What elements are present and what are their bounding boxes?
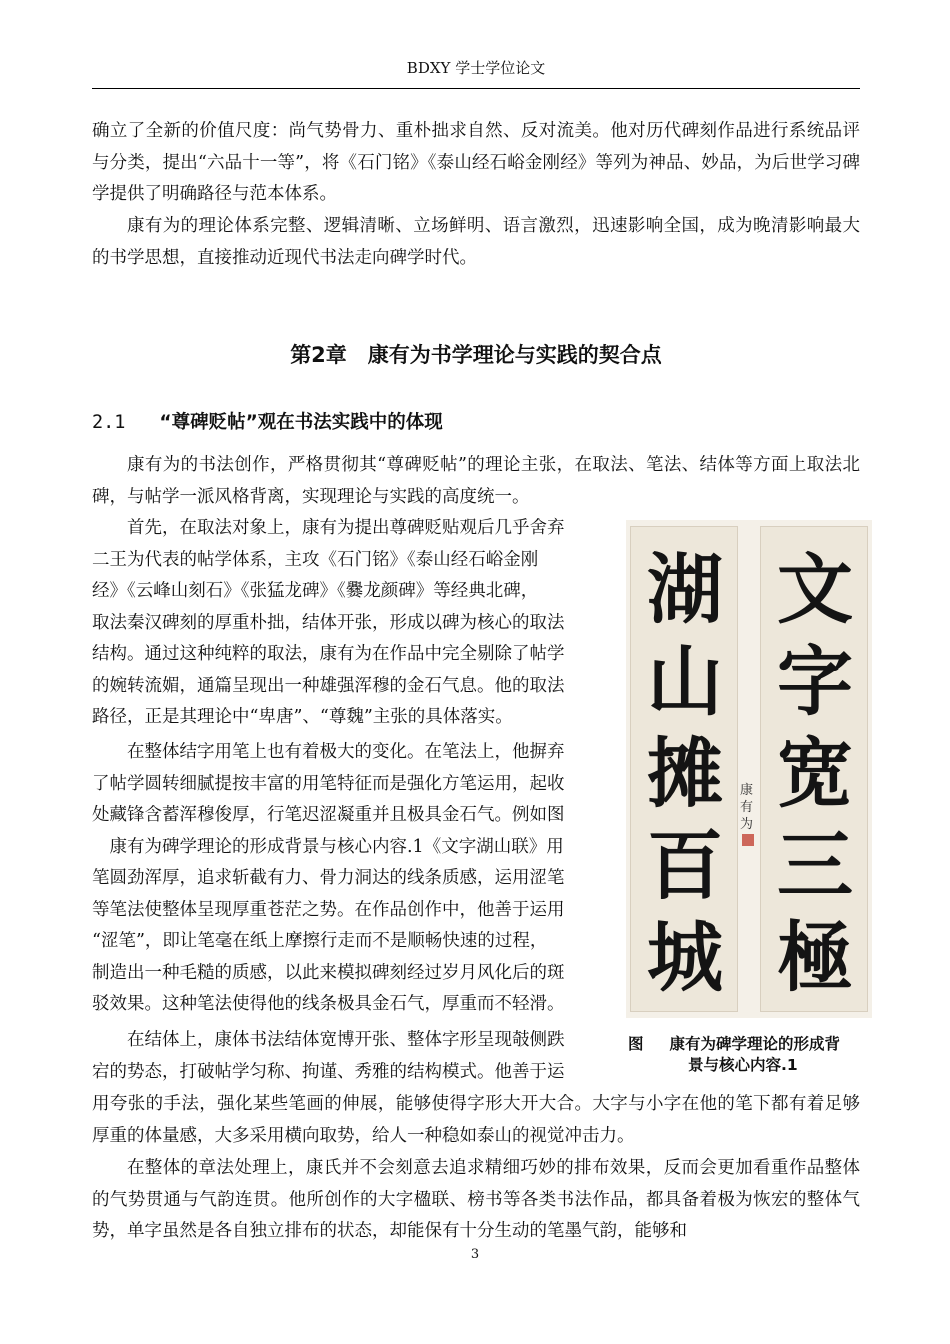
- left-scroll: [630, 526, 738, 1012]
- body-paragraph-1: 康有为的书法创作，严格贯彻其“尊碑贬帖”的理论主张，在取法、笔法、结体等方面上取法北碑，与帖学一派风格背离，实现理论与实践的高度统一。: [92, 455, 860, 507]
- text-line: 在结体上，康体书法结体宽博开张、整体字形呈现攲侧跌: [92, 1030, 565, 1050]
- calligraphy-char: 摊: [647, 729, 723, 818]
- text-line: 了帖学圆转细腻提按丰富的用笔特征而是强化方笔运用，起收: [92, 773, 565, 794]
- body-paragraph-4-continued: 用夸张的手法，强化某些笔画的伸展，能够使得字形大开大合。大字与小字在他的笔下都有着足够厚重的体量感，大多采用横向取势，给人一种稳如泰山的视觉冲击力。: [92, 1094, 860, 1146]
- text-line: “涩笔”，即让笔毫在纸上摩擦行走而不是顺畅快速的过程，: [92, 931, 548, 951]
- text-line: 宕的势态，打破帖学匀称、拘谨、秀雅的结构模式。他善于运: [92, 1061, 565, 1082]
- artist-signature: 康有为: [740, 783, 754, 832]
- calligraphy-char: 宽: [777, 729, 853, 818]
- body-paragraph-2: [92, 513, 612, 734]
- text-line: 二王为代表的帖学体系，主攻《石门铭》《泰山经石峪金刚: [92, 549, 539, 570]
- section-number: 2.1: [92, 412, 126, 433]
- calligraphy-char: 百: [647, 821, 723, 910]
- text-line: 康有为碑学理论的形成背景与核心内容.1《文字湖山联》用: [92, 836, 564, 857]
- body-paragraph-5: 在整体的章法处理上，康氏并不会刻意去追求精细巧妙的排布效果，反而会更加看重作品整体的气势贯通与气韵连贯。他所创作的大字楹联、榜书等各类书法作品，都具备着极为恢宏的整体气势，单字虽然是各自独立排布的状态，却能保有十分生动的笔墨气韵，能够和: [92, 1158, 860, 1241]
- text-line: 制造出一种毛糙的质感，以此来模拟碑刻经过岁月风化后的斑: [92, 962, 565, 983]
- text-line: 处藏锋含蓄浑穆俊厚，行笔迟涩凝重并且极具金石气。例如图: [92, 805, 565, 825]
- caption-line-1: 康有为碑学理论的形成背: [669, 1035, 841, 1053]
- figure-caption: [628, 1034, 874, 1076]
- page-number: 3: [470, 1247, 480, 1262]
- seal-stamp: [742, 834, 754, 846]
- calligraphy-char: 文: [777, 545, 853, 634]
- section-heading: [92, 408, 860, 438]
- text-line: 首先，在取法对象上，康有为提出尊碑贬贴观后几乎舍弃: [92, 518, 565, 538]
- right-scroll: [760, 526, 868, 1012]
- calligraphy-char: 三: [777, 821, 853, 910]
- chapter-title: 第2章 康有为书学理论与实践的契合点: [290, 343, 662, 367]
- text-line: 路径，正是其理论中“卑唐”、“尊魏”主张的具体落实。: [92, 707, 513, 727]
- header-rule: [92, 88, 860, 89]
- calligraphy-char: 山: [647, 637, 723, 726]
- text-line: 笔圆劲浑厚，追求斩截有力、骨力洞达的线条质感，运用涩笔: [92, 868, 565, 888]
- intro-paragraph-2: 康有为的理论体系完整、逻辑清晰、立场鲜明、语言激烈，迅速影响全国，成为晚清影响最大的书学思想，直接推动近现代书法走向碑学时代。: [92, 216, 860, 268]
- text-line: 在整体结字用笔上也有着极大的变化。在笔法上，他摒弃: [92, 742, 565, 762]
- section-title: “尊碑贬帖”观在书法实践中的体现: [159, 412, 443, 433]
- figure-label: 图: [628, 1035, 644, 1053]
- text-line: 取法秦汉碑刻的厚重朴拙，结体开张，形成以碑为核心的取法: [92, 612, 565, 633]
- intro-paragraph-1: 确立了全新的价值尺度：尚气势骨力、重朴拙求自然、反对流美。他对历代碑刻作品进行系统品评与分类，提出“六品十一等”，将《石门铭》《泰山经石峪金刚经》等列为神品、妙品，为后世学习碑学提供了明确路径与范本体系。: [92, 121, 860, 204]
- running-header: BDXY 学士学位论文: [406, 59, 546, 77]
- calligraphy-char: 極: [777, 913, 853, 1002]
- text-line: 结构。通过这种纯粹的取法，康有为在作品中完全剔除了帖学: [92, 644, 565, 664]
- calligraphy-char: 城: [647, 913, 723, 1002]
- body-paragraph-4: [92, 1025, 612, 1088]
- calligraphy-couplet-image: [626, 520, 872, 1018]
- text-line: 经》《云峰山刻石》《张猛龙碑》《爨龙颜碑》等经典北碑，: [92, 581, 539, 601]
- text-line: 等笔法使整体呈现厚重苍茫之势。在作品创作中，他善于运用: [92, 899, 565, 920]
- caption-line-2: 景与核心内容.1: [688, 1056, 798, 1074]
- text-line: 驳效果。这种笔法使得他的线条极具金石气，厚重而不轻滑。: [92, 994, 565, 1014]
- calligraphy-char: 湖: [647, 545, 723, 634]
- calligraphy-char: 字: [777, 637, 853, 726]
- text-line: 的婉转流媚，通篇呈现出一种雄强浑穆的金石气息。他的取法: [92, 675, 565, 696]
- body-paragraph-3: [92, 737, 612, 1021]
